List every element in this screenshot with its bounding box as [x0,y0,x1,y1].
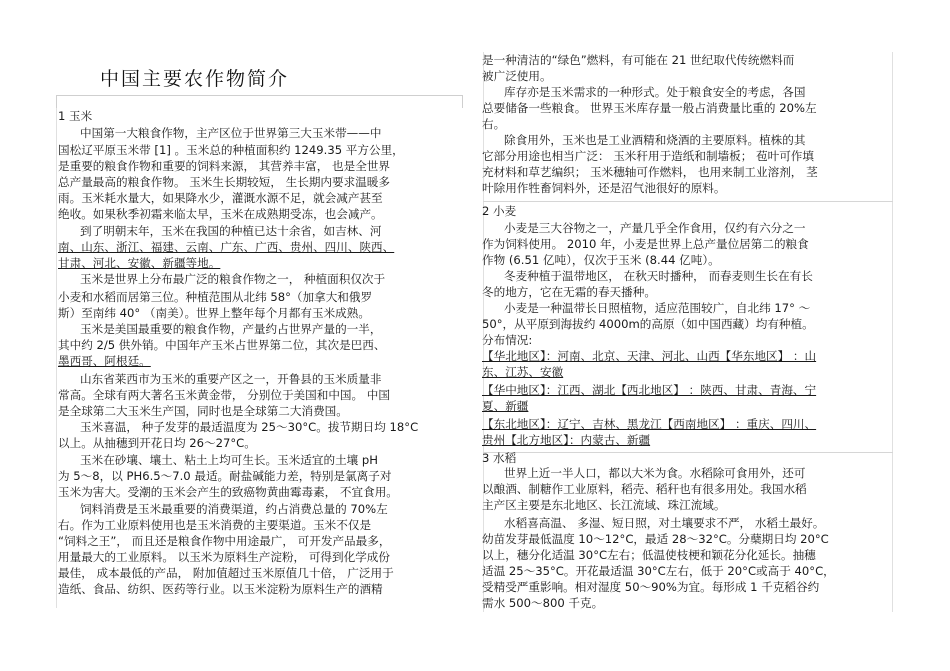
right-text-line: 小麦是一种温带长日照植物，适应范围较广，自北纬 17° ～ [504,301,811,315]
right-text-line: 东、江苏、安徽 [482,365,564,379]
right-text-line: 右。 [482,117,506,131]
left-column-border [56,108,57,608]
right-text-line: 水稻喜高温、 多湿、短日照，对土壤要求不严， 水稻土最好。 [504,516,825,530]
left-column-frame [56,95,463,108]
left-text-line: 玉米为害大。受潮的玉米会产生的致癌物黄曲霉毒素， 不宜食用。 [58,485,398,499]
left-text-line: “饲料之王”， 而且还是粮食作物中用途最广， 可开发产品最多， [58,534,391,548]
right-text-line: 需水 500～800 千克。 [482,596,604,610]
right-text-line: 50°，从平原到海拔约 4000m的高原（如中国西藏）均有种植。 [482,317,814,331]
left-text-line: 为 5～8，以 PH6.5～7.0 最适。耐盐碱能力差，特别是氯离子对 [58,469,392,483]
right-text-line: 适温 25～35°C。开花最适温 30°C左右，低于 20°C或高于 40°C， [482,564,835,578]
left-text-line: 斯）至南纬 40° （南美）。世界上整年每个月都有玉米成熟。 [58,306,370,320]
right-text-line: 【华中地区】：江西、湖北【西北地区】 ：陕西、甘肃、青海、宁 [482,383,817,397]
left-text-line: 甘肃、河北、安徽、新疆等地。 [58,256,221,270]
right-text-line: 以上，穗分化适温 30°C左右；低温使枝梗和颖花分化延长。抽穗 [482,548,816,562]
right-text-line: 冬麦种植于温带地区， 在秋天时播种， 而春麦则生长在有长 [504,269,813,283]
right-column-left-border [483,52,484,612]
right-text-line: 贵州【北方地区】：内蒙古、新疆 [482,433,651,447]
left-text-line: 玉米是世界上分布最广泛的粮食作物之一， 种植面积仅次于 [80,272,386,286]
left-text-line: 总产量最高的粮食作物。 玉米生长期较短， 生长期内要求温暖多 [58,175,390,189]
right-text-line: 小麦是三大谷物之一，产量几乎全作食用，仅约有六分之一 [504,221,806,235]
right-column-right-border [892,52,893,612]
left-text-line: 墨西哥、阿根廷。 [58,354,151,368]
right-text-line: 幼苗发芽最低温度 10～12°C，最适 28～32°C。分蘖期日均 20°C [482,532,829,546]
left-text-line: 饲料消费是玉米最重要的消费渠道，约占消费总量的 70%左 [80,502,388,516]
right-text-line: 受精受严重影响。相对湿度 50～90%为宜。每形成 1 千克稻谷约 [482,580,820,594]
right-text-line: 总要储备一些粮食。 世界玉米库存量一般占消费量比重的 20%左 [482,101,817,115]
left-text-line: 山东省莱西市为玉米的重要产区之一，开鲁县的玉米质量非 [80,372,382,386]
left-text-line: 用量最大的工业原料。 以玉米为原料生产淀粉， 可得到化学成份 [58,550,390,564]
right-text-line: 【华北地区】：河南、北京、天津、河北、山西【华东地区】 ：山 [482,349,817,363]
left-text-line: 常高。全球有两大著名玉米黄金带， 分别位于美国和中国。 中国 [58,388,390,402]
left-text-line: 南、山东、浙江、福建、云南、广东、广西、贵州、四川、陕西、 [58,240,395,254]
right-text-line: 世界上近一半人口，都以大米为食。水稻除可食用外，还可 [504,466,806,480]
page-title: 中国主要农作物简介 [100,68,290,90]
section-divider-rice [483,452,893,453]
right-text-line: 作物 (6.51 亿吨），仅次于玉米 (8.44 亿吨）。 [482,253,720,267]
right-text-line: 除食用外，玉米也是工业酒精和烧酒的主要原料。植株的其 [504,133,806,147]
right-text-line: 被广泛使用。 [482,69,552,83]
left-text-line: 小麦和水稻而居第三位。种植范围从北纬 58°（加拿大和俄罗 [58,290,373,304]
left-text-line: 以上。从抽穗到开花日均 26～27°C。 [58,436,256,450]
section-divider-wheat [483,201,893,202]
left-text-line: 中国第一大粮食作物，主产区位于世界第三大玉米带——中 [80,126,382,140]
right-text-line: 作为饲料使用。 2010 年，小麦是世界上总产量位居第二的粮食 [482,237,809,251]
left-section-heading: 1 玉米 [58,109,93,123]
left-text-line: 其中约 2/5 供外销。中国年产玉米占世界第二位，其次是巴西、 [58,338,386,352]
right-text-line: 【东北地区】：辽宁、吉林、黑龙江【西南地区】 ：重庆、四川、 [482,417,817,431]
right-text-line: 分布情况: [482,333,533,347]
left-text-line: 雨。玉米耗水量大，如果降水少，灌溉水源不足，就会减产甚至 [58,191,383,205]
right-text-line: 主产区主要是东北地区、长江流域、珠江流域。 [482,498,726,512]
right-text-line: 以酿酒、制糖作工业原料，稻壳、稻秆也有很多用处。我国水稻 [482,482,807,496]
right-text-line: 是一种清洁的“绿色”燃料，有可能在 21 世纪取代传统燃料而 [482,53,795,67]
left-text-line: 是全球第二大玉米生产国，同时也是全球第二大消费国。 [58,404,348,418]
right-section-heading: 3 水稻 [482,451,517,465]
left-text-line: 右。作为工业原料使用也是玉米消费的主要渠道。玉米不仅是 [58,518,372,532]
right-text-line: 库存亦是玉米需求的一种形式。处于粮食安全的考虑，各国 [504,85,806,99]
left-text-line: 造纸、食品、纺织、医药等行业。以玉米淀粉为原料生产的酒精 [58,582,383,596]
left-text-line: 到了明朝末年，玉米在我国的种植已达十余省，如吉林、河 [80,224,382,238]
right-text-line: 叶除用作牲畜饲料外，还是沼气池很好的原料。 [482,181,726,195]
right-text-line: 夏、新疆 [482,399,529,413]
right-section-heading: 2 小麦 [482,204,517,218]
right-text-line: 它部分用途也相当广泛： 玉米秆用于造纸和制墙板； 苞叶可作填 [482,149,814,163]
left-text-line: 绝收。如果秋季初霜来临太早，玉米在成熟期受冻，也会减产。 [58,207,383,221]
right-text-line: 充材料和草艺编织； 玉米穗轴可作燃料， 也用来制工业溶剂， 茎 [482,165,818,179]
left-text-line: 国松辽平原玉米带 [1] 。玉米总的种植面积约 1249.35 平方公里， [58,143,404,157]
left-text-line: 玉米在砂壤、壤土、粘土上均可生长。玉米适宜的土壤 pH [80,453,379,467]
left-text-line: 玉米是美国最重要的粮食作物，产量约占世界产量的一半， [80,322,382,336]
left-text-line: 是重要的粮食作物和重要的饲料来源， 其营养丰富， 也是全世界 [58,159,390,173]
left-text-line: 最佳， 成本最低的产品， 附加值超过玉米原值几十倍， 广泛用于 [58,566,394,580]
left-text-line: 玉米喜温， 种子发芽的最适温度为 25～30°C。拔节期日均 18°C [80,420,419,434]
right-text-line: 冬的地方，它在无霜的春天播种。 [482,285,656,299]
